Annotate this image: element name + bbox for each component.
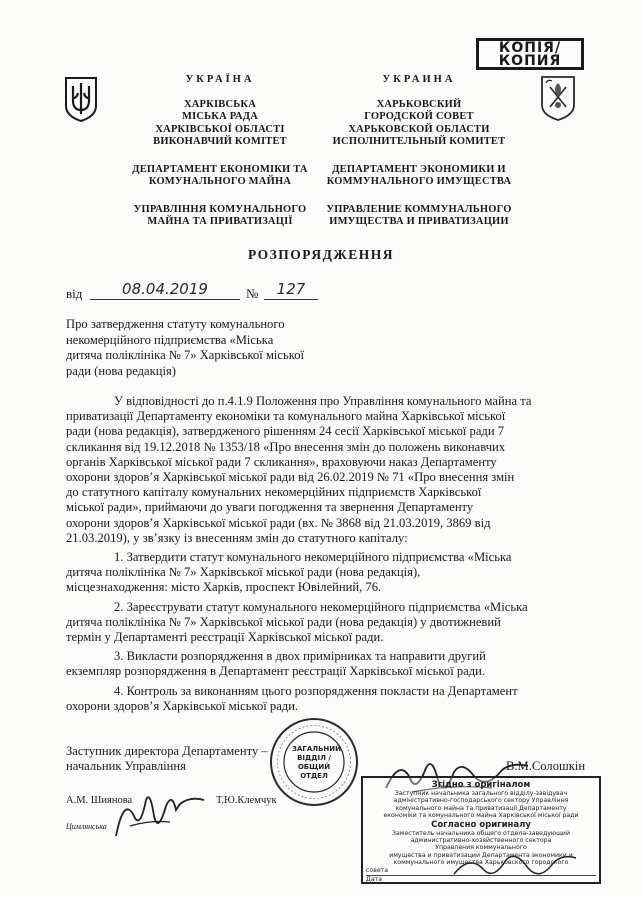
subject-line: Про затвердження статуту комунального: [66, 317, 285, 331]
date-from-label: від: [66, 286, 83, 301]
header-ru-council-2: ГОРОДСКОЙ СОВЕТ: [364, 111, 474, 122]
body-line: екземпляр розпорядження в Департамент реєстрації Харківської міської ради.: [66, 664, 486, 679]
stamp-line-ua: Заступник начальника загального відділу-завідувач: [394, 790, 568, 797]
body-line: 21.03.2019), у зв’язку із внесенням змін до статутного капіталу:: [66, 530, 408, 545]
visa-1: А.М. Шиянова: [66, 795, 133, 806]
stamp-line-ua: адміністративно-господарського сектору Управління: [393, 797, 569, 805]
header-ua-directorate-1: УПРАВЛІННЯ КОМУНАЛЬНОГО: [133, 203, 307, 215]
header-ua-department-1: ДЕПАРТАМЕНТ ЕКОНОМІКИ ТА: [132, 163, 308, 175]
stamp-date-label: Дата: [366, 875, 596, 883]
stamp-line-ru: Заместитель начальника общего отдела-заведующий: [392, 829, 570, 837]
body-line: приватизації Департаменту економіки та комунального майна Харківської міської: [66, 409, 506, 424]
stamp-line-ua: економіки та комунального майна Харківської міської ради: [383, 812, 579, 820]
subject-line: ради (нова редакція): [66, 363, 176, 378]
body-line: охорони здоров’я Харківської міської ради (вх. № 3868 від 21.03.2019, 3869 від: [66, 515, 491, 530]
body-line: ради (нова редакція), затвердженого рішенням 24 сесії Харківської міської ради 7: [66, 424, 505, 439]
header-ua-department-2: КОМУНАЛЬНОГО МАЙНА: [148, 176, 292, 187]
header-ru-council-1: ХАРЬКОВСКИЙ: [376, 98, 462, 110]
header-ru-directorate-2: ИМУЩЕСТВА И ПРИВАТИЗАЦИИ: [329, 216, 509, 227]
copy-stamp-line1: КОПІЯ/: [498, 40, 562, 56]
body-line: 1. Затвердити статут комунального некомерційного підприємства «Міська: [114, 550, 512, 565]
number-value: 127: [264, 280, 318, 300]
subject-line: дитяча поліклініка № 7» Харківської міської: [66, 348, 305, 362]
header-ua-council-1: ХАРКІВСЬКА: [183, 98, 256, 110]
body-line: дитяча поліклініка № 7» Харківської міської ради (нова редакція) у двотижневий: [66, 614, 501, 629]
body-line: охорони здоров’я Харківської міської ради.: [66, 698, 299, 713]
body-line: охорони здоров’я Харківської міської ради від 26.02.2019 № 71 «Про внесення змін: [66, 470, 515, 485]
body-line: У відповідності до п.4.1.9 Положення про Управління комунального майна та: [114, 394, 532, 408]
body-line: місцезнаходження: місто Харків, проспект Ювілейний, 76.: [66, 580, 382, 595]
header-ru-department-2: КОММУНАЛЬНОГО ИМУЩЕСТВА: [326, 176, 512, 187]
header-ru-directorate-1: УПРАВЛЕНИЕ КОММУНАЛЬНОГО: [326, 203, 512, 215]
date-value: 08.04.2019: [90, 280, 240, 300]
body-line: скликання від 19.12.2018 № 1353/18 «Про внесення змін до положень виконавчих: [66, 439, 506, 454]
number-label: №: [246, 286, 259, 301]
stamp-line-ru: совета: [366, 866, 389, 874]
signatory-position-line2: начальник Управління: [66, 759, 186, 774]
header-ua: [120, 74, 320, 229]
round-stamp-center: ЗАГАЛЬНИЙ ВІДДІЛ / ОБЩИЙ ОТДЕЛ: [292, 745, 341, 780]
body-line: міської ради», приймаючи до уваги погодження та звернення Департаменту: [66, 500, 474, 515]
visa-3: Цимлянська: [66, 822, 107, 831]
copy-stamp-line2: КОПИЯ: [498, 53, 562, 69]
header-ua-council-2: МІСЬКА РАДА: [181, 111, 258, 122]
header-ua-council-3: ХАРКІВСЬКОЇ ОБЛАСТІ: [155, 123, 285, 135]
header-ua-council-4: ВИКОНАВЧИЙ КОМІТЕТ: [153, 136, 287, 147]
copy-stamp: [476, 38, 584, 70]
stamp-line-ua: комунального майна та приватизації Департаменту: [395, 804, 567, 812]
body-line: термін у Департаменті реєстрації Харківської міської ради.: [66, 630, 384, 645]
signatory-position-line1: Заступник директора Департаменту –: [66, 744, 268, 758]
kharkiv-coat-of-arms-icon: [540, 75, 576, 121]
stamp-signature-icon: [450, 848, 580, 884]
trident-emblem-icon: [64, 76, 98, 122]
header-ru-country: УКРАИНА: [382, 74, 456, 85]
stamp-line-ru: Управления коммунального: [435, 844, 527, 852]
body-line: до статутного капіталу комунальних некомерційних підприємств Харківської: [66, 485, 482, 500]
subject-block: [66, 317, 346, 379]
stamp-line-ru: имущества и приватизации Департамента экономики и: [389, 851, 573, 859]
subject-line: некомерційного підприємства «Міська: [66, 332, 274, 347]
date-number-line: [66, 282, 366, 304]
header-ru-council-4: ИСПОЛНИТЕЛЬНЫЙ КОМИТЕТ: [332, 136, 506, 147]
header-ua-country: УКРАЇНА: [185, 74, 255, 85]
body-text: [66, 394, 586, 714]
stamp-line-ru: коммунального имущества Харьковского городского: [393, 859, 569, 867]
header-ru: [314, 74, 524, 229]
stamp-title-ua: Згідно з оригіналом: [431, 780, 531, 790]
body-line: 2. Зареєструвати статут комунального некомерційного підприємства «Міська: [114, 599, 528, 614]
header-ru-department-1: ДЕПАРТАМЕНТ ЭКОНОМИКИ И: [332, 163, 506, 175]
body-line: 3. Викласти розпорядження в двох примірниках та направити другий: [114, 649, 486, 664]
visa-2: Т.Ю.Клемчук: [216, 795, 277, 806]
body-line: органів Харківської міської ради 7 скликання», враховуючи наказ Департаменту: [66, 454, 497, 469]
header-ua-directorate-2: МАЙНА ТА ПРИВАТИЗАЦІЇ: [147, 216, 293, 227]
body-line: 4. Контроль за виконанням цього розпорядження покласти на Департамент: [114, 683, 518, 698]
body-line: дитяча поліклініка № 7» Харківської міської ради (нова редакція),: [66, 565, 421, 580]
header-ru-council-3: ХАРЬКОВСКОЙ ОБЛАСТИ: [348, 123, 490, 135]
stamp-line-ru: административно-хозяйственного сектора: [410, 837, 552, 845]
signature-shiyanova-icon: [110, 786, 210, 846]
signatory-name: В.М.Солошкін: [506, 759, 586, 773]
stamp-title-ru: Согласно оригиналу: [431, 819, 531, 830]
document-title: РОЗПОРЯДЖЕННЯ: [247, 247, 394, 262]
